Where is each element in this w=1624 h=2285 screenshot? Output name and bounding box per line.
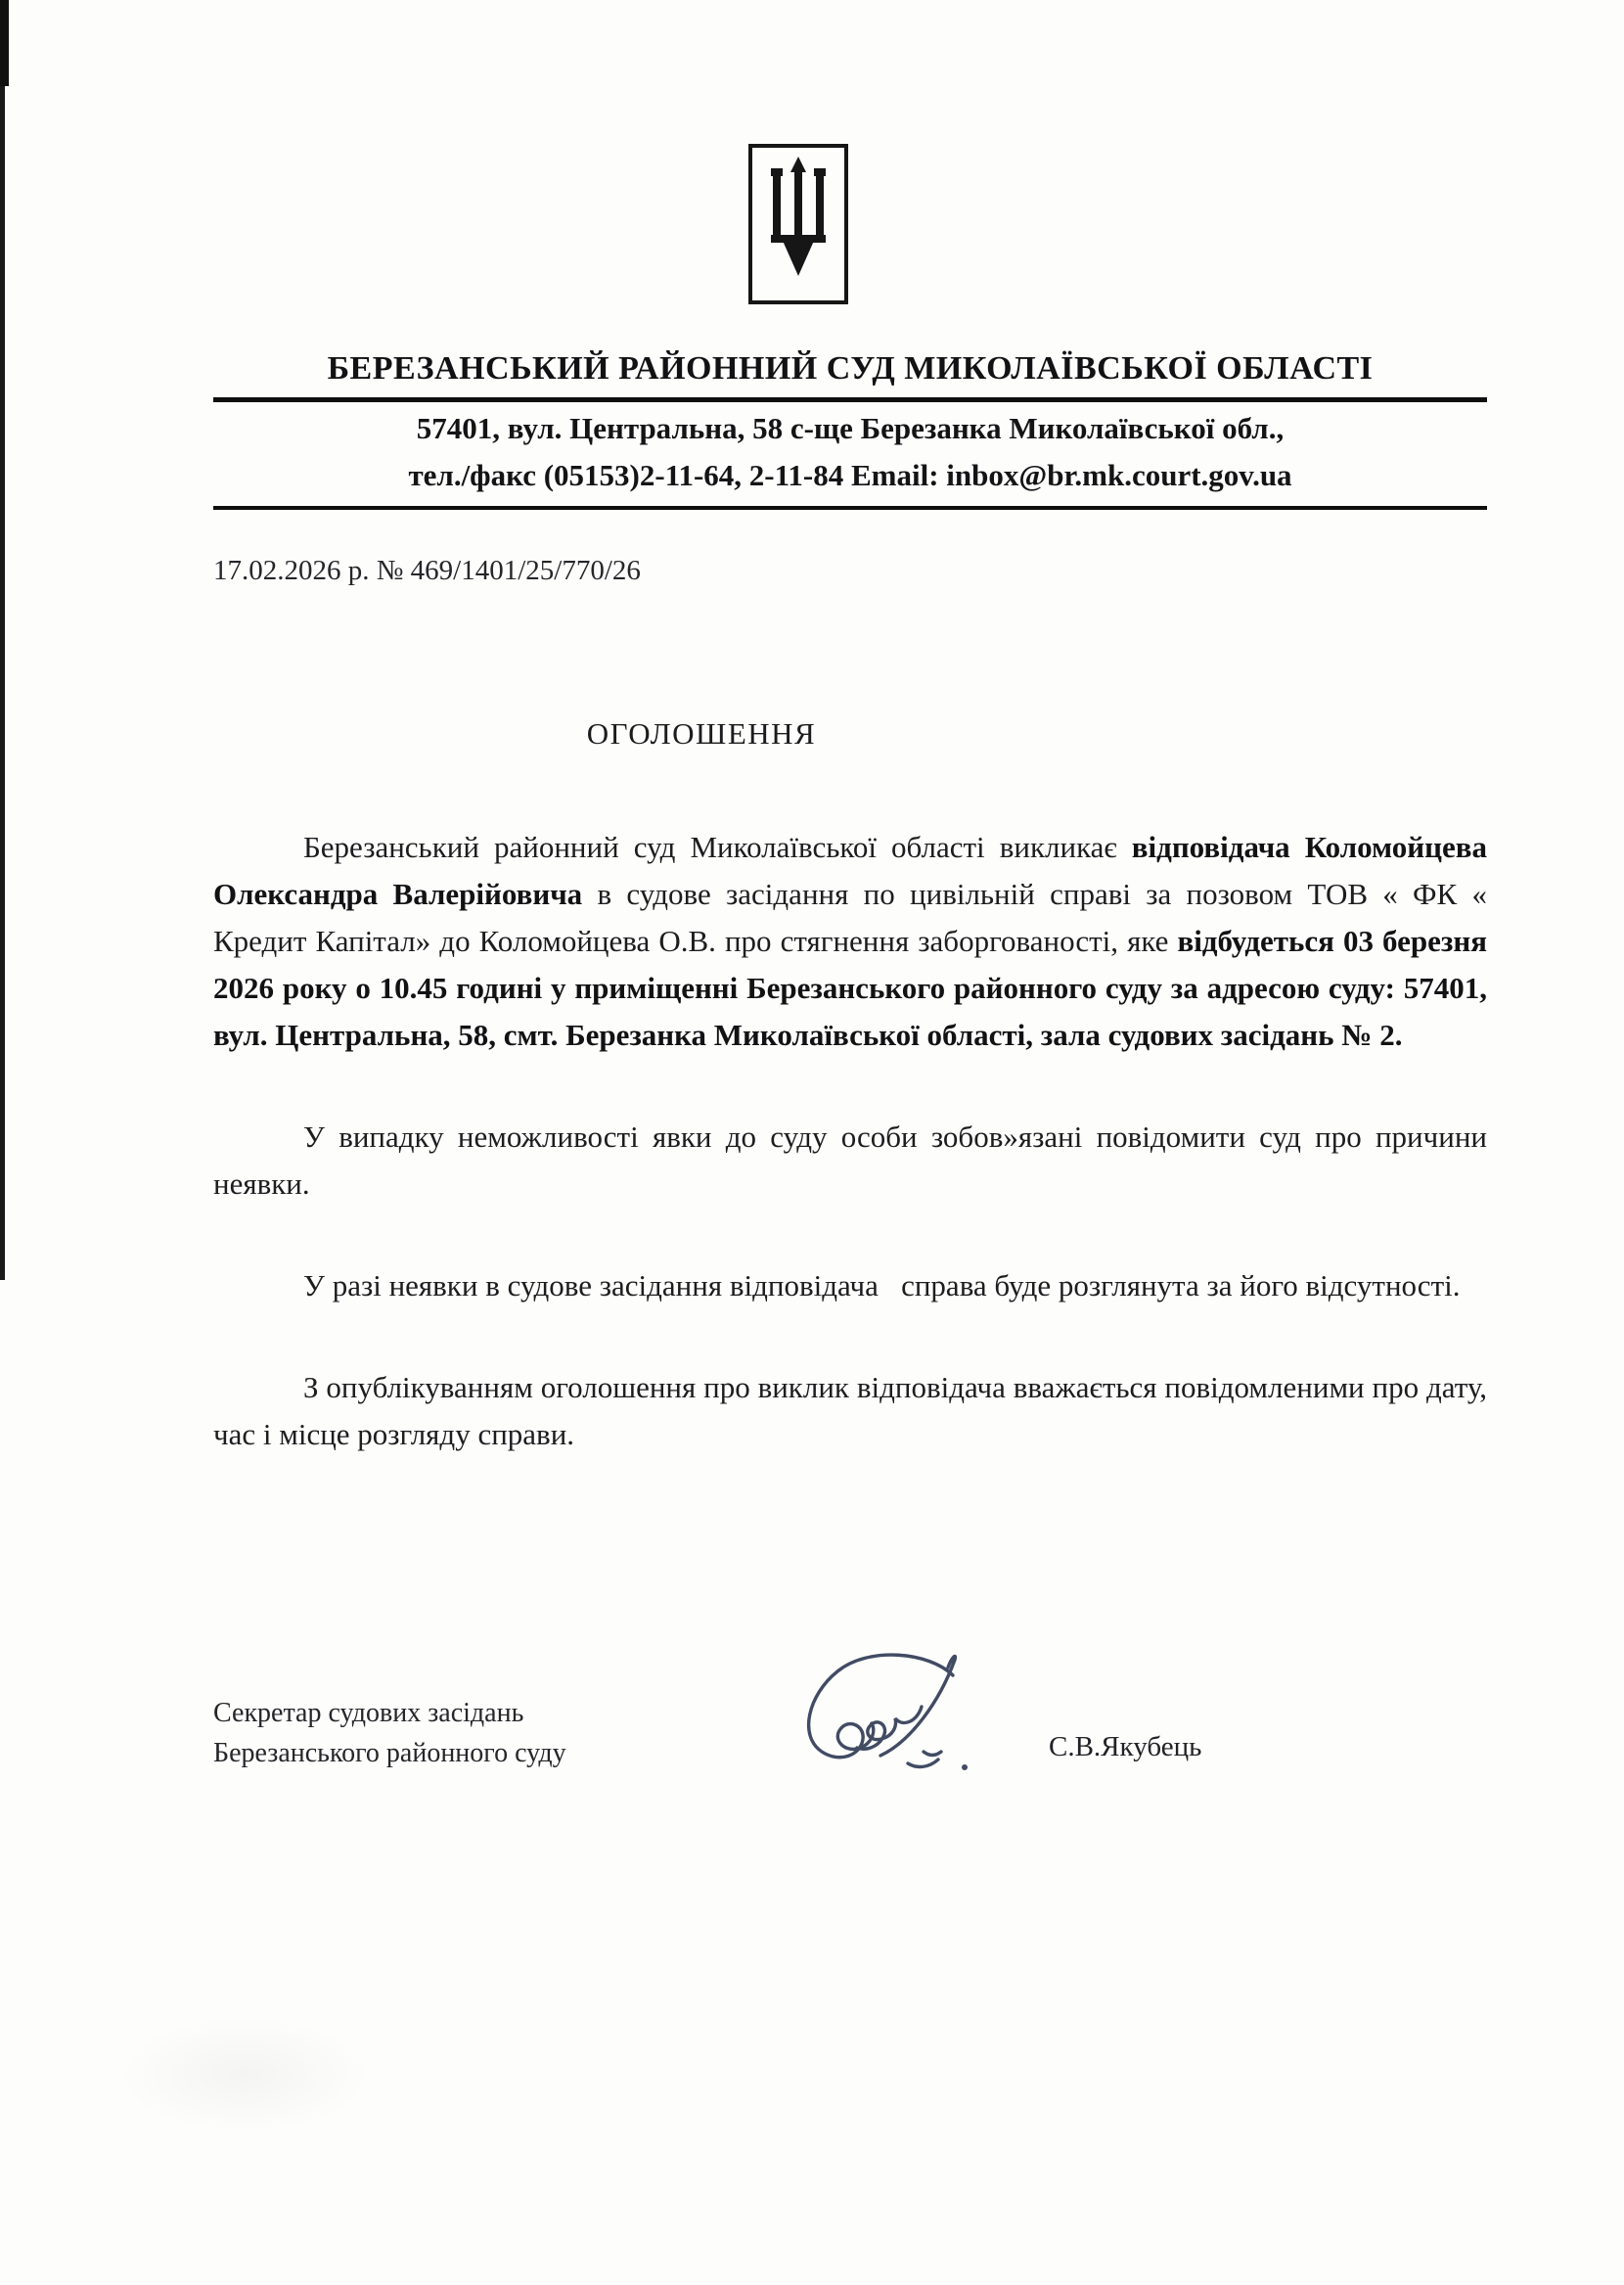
court-contacts: тел./факс (05153)2-11-64, 2-11-84 Email: inbox@br.mk.court.gov.ua [408,458,1292,492]
letterhead [213,348,1487,510]
signatory-role-line2: Березанського районного суду [213,1738,566,1768]
letterhead-divider-bottom [213,506,1487,510]
body-paragraph-summons [213,824,1487,1059]
signatory-role-line1: Секретар судових засідань [213,1698,524,1728]
summons-text-regular-2: в судове засідання по цивільній справі за позовом ТОВ « ФК « Кредит Капітал» до Коломойцева О.В. про стягнення заборгованості, яке [213,877,1487,958]
reference-date-number: 17.02.2026 р. № 469/1401/25/770/26 [213,555,641,586]
signatory-role [213,1693,644,1773]
body-paragraph-notice-absence: У випадку неможливості явки до суду особи зобов»язані повідомити суд про причини неявки. [213,1120,1487,1201]
court-address: 57401, вул. Центральна, 58 с-ще Березанка Миколаївської обл., [416,411,1285,445]
scan-artifact-top-mark [0,0,9,86]
body-paragraph-publication: З опублікуванням оголошення про виклик відповідача вважається повідомленими про дату, час і місце розгляду справи. [213,1370,1487,1451]
signature-block [213,1630,1487,1773]
summons-text-regular-1: Березанський районний суд Миколаївської області викликає [303,830,1132,864]
ukraine-trident-emblem-icon [747,143,849,305]
summons-hearing-details: відбудеться 03 березня 2026 року о 10.45 годині у приміщенні Березанського районного суду за адресою суду: 57401, вул. Центральна, 58, смт. Березанка Миколаївської області, зала судових засідань № 2. [213,924,1487,1052]
signatory-name: С.В.Якубець [1049,1731,1202,1762]
scan-artifact-smudge [117,2016,372,2133]
summons-defendant-name: відповідача Коломойцева Олександра Валерійовича [213,830,1487,911]
handwritten-signature [761,1644,992,1787]
body-paragraph-consequence: У разі неявки в судове засідання відповідача справа буде розглянута за його відсутності. [303,1268,1461,1302]
court-name: БЕРЕЗАНСЬКИЙ РАЙОННИЙ СУД МИКОЛАЇВСЬКОЇ ОБЛАСТІ [327,350,1374,387]
letterhead-divider-top [213,397,1487,402]
document-title: ОГОЛОШЕННЯ [586,716,817,751]
scan-artifact-left-line [0,0,5,1280]
